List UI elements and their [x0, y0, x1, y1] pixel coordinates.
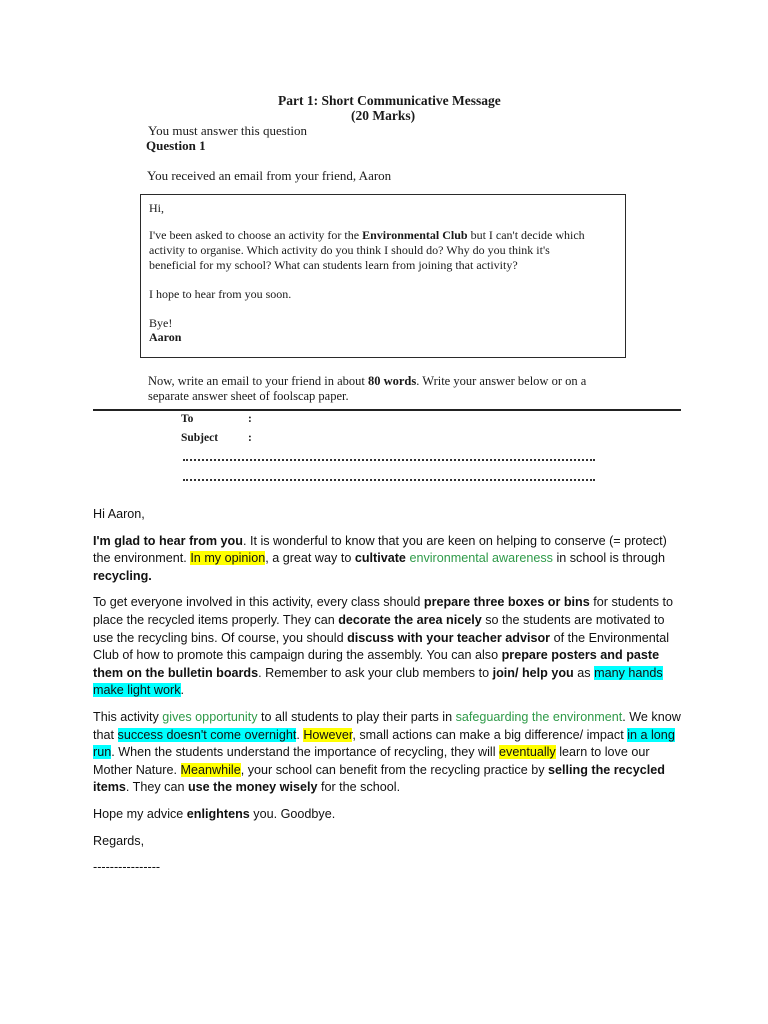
email-greeting: Hi,	[149, 201, 164, 215]
email-sender: Aaron	[149, 330, 182, 344]
model-answer	[93, 506, 683, 886]
dotted-answer-line-1	[183, 459, 595, 461]
subject-label: Subject	[181, 432, 219, 444]
green-phrase: gives opportunity	[162, 709, 258, 724]
highlight-phrase: in a long run	[93, 727, 675, 760]
answer-closing: Regards,	[93, 833, 145, 848]
question-intro: You received an email from your friend, Aaron	[147, 168, 392, 183]
task-instruction-line-1: Now, write an email to your friend in about 80 words. Write your answer below or on a	[148, 374, 587, 388]
answer-paragraph-4: Hope my advice enlightens you. Goodbye.	[93, 806, 336, 821]
instruction-text: You must answer this question	[148, 123, 308, 138]
highlight-phrase: eventually	[499, 745, 556, 760]
highlight-phrase: many hands make light work	[93, 665, 663, 698]
to-colon: :	[248, 413, 252, 425]
email-closing-line: I hope to hear from you soon.	[149, 287, 292, 301]
answer-greeting: Hi Aaron,	[93, 507, 145, 521]
scanned-question-sheet	[0, 0, 768, 500]
highlight-phrase: However	[303, 727, 353, 742]
divider-rule	[93, 409, 681, 411]
highlight-phrase: In my opinion	[190, 551, 266, 566]
highlight-phrase: success doesn't come overnight	[117, 727, 297, 742]
question-number: Question 1	[146, 138, 206, 153]
signature-line: ----------------	[93, 860, 161, 875]
subject-colon: :	[248, 432, 252, 444]
to-label: To	[181, 413, 194, 425]
section-marks: (20 Marks)	[351, 108, 416, 123]
email-line-3: beneficial for my school? What can students learn from joining that activity?	[149, 258, 518, 272]
answer-paragraph-1: I'm glad to hear from you. It is wonderful to know that you are keen on helping to conserve (= protect) the environment. In my opinion, a great way to cultivate environmental awareness in school is through recycling.	[93, 533, 667, 583]
section-title: Part 1: Short Communicative Message	[278, 93, 501, 108]
dotted-answer-line-2	[183, 479, 595, 481]
answer-paragraph-2: To get everyone involved in this activity, every class should prepare three boxes or bins for students to place the recycled items properly. They can decorate the area nicely so the students are motivated to use the recycling bins. Of course, you should discuss with your teacher advisor of the Environmental Club of how to promote this campaign during the assembly. You can also prepare posters and paste them on the bulletin boards. Remember to ask your club members to join/ help you as many hands make light work.	[93, 595, 674, 698]
friend-email-box	[140, 194, 626, 358]
email-signoff: Bye!	[149, 316, 173, 330]
email-line-2: activity to organise. Which activity do you think I should do? Why do you think it's	[149, 243, 550, 257]
highlight-phrase: Meanwhile	[180, 762, 241, 777]
green-phrase: environmental awareness	[409, 551, 553, 566]
answer-paragraph-3: This activity gives opportunity to all students to play their parts in safeguarding the environment. We know that success doesn't come overnight. However, small actions can make a big difference/ impact in a long run. When the students understand the importance of recycling, they will eventually learn to love our Mother Nature. Meanwhile, your school can benefit from the recycling practice by selling the recycled items. They can use the money wisely for the school.	[93, 709, 681, 795]
green-phrase: safeguarding the environment	[455, 709, 623, 724]
email-line-1: I've been asked to choose an activity for the Environmental Club but I can't decide which	[149, 228, 585, 242]
task-instruction-line-2: separate answer sheet of foolscap paper.	[148, 389, 349, 403]
